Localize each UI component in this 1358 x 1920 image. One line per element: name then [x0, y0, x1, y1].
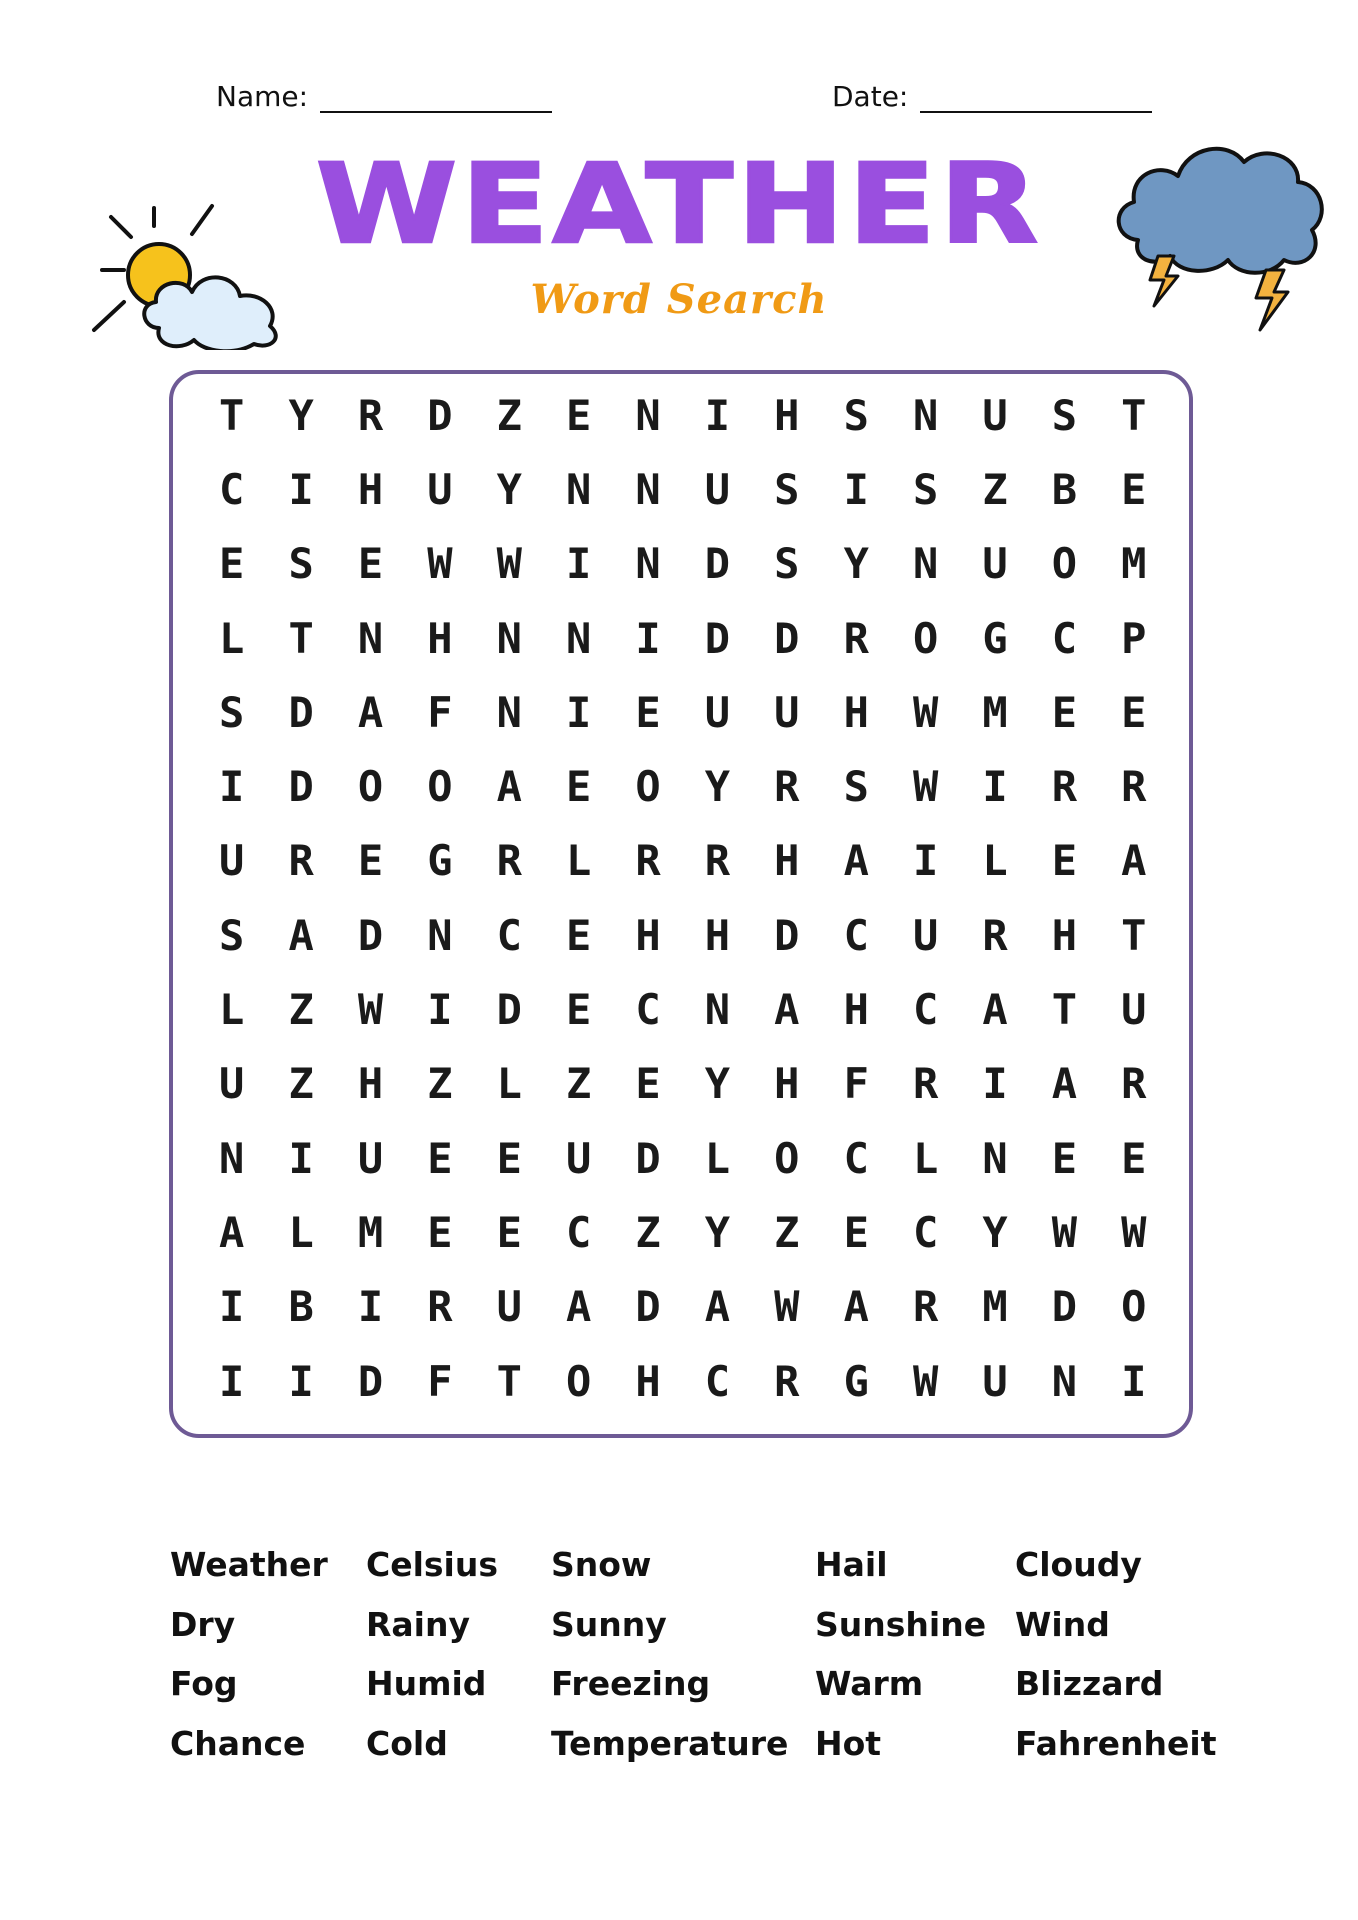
grid-letter[interactable]: N — [912, 539, 939, 589]
grid-letter[interactable]: R — [427, 1282, 453, 1332]
grid-letter[interactable]: I — [1121, 1356, 1147, 1406]
grid-letter[interactable]: T — [1121, 910, 1147, 960]
grid-letter[interactable]: H — [427, 613, 453, 663]
grid-letter[interactable]: U — [566, 1133, 592, 1183]
grid-letter[interactable]: E — [1121, 1133, 1147, 1183]
grid-letter[interactable]: L — [219, 613, 245, 663]
word-item: Freezing — [551, 1664, 711, 1703]
grid-letter[interactable]: R — [774, 1356, 800, 1406]
grid-letter[interactable]: Z — [635, 1207, 661, 1257]
grid-letter[interactable]: A — [843, 1282, 869, 1332]
grid-letter[interactable]: A — [288, 910, 314, 960]
grid-letter[interactable]: R — [635, 836, 661, 886]
grid-letter[interactable]: E — [635, 1059, 661, 1109]
grid-letter[interactable]: W — [912, 687, 939, 737]
grid-letter[interactable]: U — [912, 910, 939, 960]
grid-letter[interactable]: U — [357, 1133, 384, 1183]
grid-letter[interactable]: D — [704, 539, 731, 589]
word-item: Blizzard — [1015, 1664, 1164, 1703]
grid-letter[interactable]: U — [982, 390, 1008, 440]
grid-letter[interactable]: Z — [427, 1059, 453, 1109]
grid-letter[interactable]: B — [288, 1282, 314, 1332]
word-search-grid[interactable] — [197, 378, 1168, 1418]
grid-letter[interactable]: T — [496, 1356, 522, 1406]
grid-letter[interactable]: D — [774, 613, 800, 663]
grid-letter[interactable]: W — [1051, 1207, 1078, 1257]
grid-letter[interactable]: W — [357, 985, 384, 1035]
name-label: Name: — [216, 80, 309, 113]
grid-letter[interactable]: D — [496, 985, 522, 1035]
grid-letter[interactable]: Y — [288, 390, 314, 440]
word-item: Fahrenheit — [1015, 1723, 1217, 1763]
grid-letter[interactable]: H — [635, 910, 661, 960]
grid-letter[interactable]: D — [774, 910, 800, 960]
grid-letter[interactable]: C — [704, 1356, 731, 1406]
grid-letter[interactable]: N — [635, 390, 661, 440]
grid-letter[interactable]: P — [1121, 613, 1147, 663]
grid-letter[interactable]: N — [704, 985, 731, 1035]
grid-letter[interactable]: N — [357, 613, 384, 663]
grid-letter[interactable]: C — [912, 985, 939, 1035]
word-item: Weather — [170, 1545, 328, 1584]
grid-letter[interactable]: E — [843, 1207, 869, 1257]
grid-letter[interactable]: O — [774, 1133, 800, 1183]
grid-letter[interactable]: L — [912, 1133, 939, 1183]
grid-letter[interactable]: E — [1051, 836, 1078, 886]
grid-letter[interactable]: U — [219, 1059, 245, 1109]
grid-letter[interactable]: E — [566, 762, 592, 812]
grid-letter[interactable]: Y — [982, 1207, 1008, 1257]
grid-letter[interactable]: T — [219, 390, 245, 440]
grid-letter[interactable]: M — [357, 1207, 384, 1257]
grid-letter[interactable]: T — [1051, 985, 1078, 1035]
grid-letter[interactable]: D — [357, 910, 384, 960]
grid-letter[interactable]: I — [219, 1282, 245, 1332]
grid-letter[interactable]: O — [427, 762, 453, 812]
grid-letter[interactable]: I — [288, 1133, 314, 1183]
grid-letter[interactable]: C — [635, 985, 661, 1035]
grid-letter[interactable]: H — [774, 1059, 800, 1109]
word-item: Celsius — [366, 1545, 498, 1584]
grid-letter[interactable]: I — [357, 1282, 384, 1332]
grid-letter[interactable]: A — [1121, 836, 1147, 886]
grid-letter[interactable]: Y — [704, 1059, 731, 1109]
grid-letter[interactable]: E — [1121, 687, 1147, 737]
grid-letter[interactable]: W — [912, 1356, 939, 1406]
grid-letter[interactable]: U — [496, 1282, 522, 1332]
grid-letter[interactable]: E — [496, 1207, 522, 1257]
grid-letter[interactable]: O — [635, 762, 661, 812]
grid-letter[interactable]: L — [982, 836, 1008, 886]
word-item: Sunny — [551, 1604, 667, 1644]
grid-letter[interactable]: Z — [496, 390, 522, 440]
grid-letter[interactable]: E — [1121, 464, 1147, 514]
grid-letter[interactable]: H — [357, 464, 384, 514]
word-column — [366, 1535, 498, 1773]
grid-letter[interactable]: G — [843, 1356, 869, 1406]
grid-letter[interactable]: N — [912, 390, 939, 440]
grid-letter[interactable]: Z — [566, 1059, 592, 1109]
grid-letter[interactable]: O — [357, 762, 384, 812]
grid-letter[interactable]: L — [566, 836, 592, 886]
grid-letter[interactable]: G — [427, 836, 453, 886]
grid-letter[interactable]: N — [635, 539, 661, 589]
grid-letter[interactable]: S — [912, 464, 939, 514]
grid-letter[interactable]: U — [704, 687, 731, 737]
grid-letter[interactable]: L — [496, 1059, 522, 1109]
grid-letter[interactable]: U — [704, 464, 731, 514]
word-column — [551, 1535, 788, 1773]
grid-letter[interactable]: C — [912, 1207, 939, 1257]
name-field[interactable] — [216, 80, 552, 113]
grid-letter[interactable]: R — [704, 836, 731, 886]
grid-letter[interactable]: I — [912, 836, 939, 886]
grid-letter[interactable]: E — [1051, 687, 1078, 737]
grid-letter[interactable]: R — [288, 836, 314, 886]
grid-letter[interactable]: A — [566, 1282, 592, 1332]
grid-letter[interactable]: I — [704, 390, 731, 440]
grid-letter[interactable]: D — [427, 390, 453, 440]
grid-letter[interactable]: N — [982, 1133, 1008, 1183]
grid-letter[interactable]: I — [219, 762, 245, 812]
grid-letter[interactable]: A — [219, 1207, 245, 1257]
grid-letter[interactable]: D — [288, 687, 314, 737]
grid-letter[interactable]: M — [1121, 539, 1147, 589]
grid-letter[interactable]: N — [1051, 1356, 1078, 1406]
grid-letter[interactable]: I — [219, 1356, 245, 1406]
grid-letter[interactable]: Z — [982, 464, 1008, 514]
grid-letter[interactable]: T — [288, 613, 314, 663]
grid-letter[interactable]: O — [566, 1356, 592, 1406]
grid-letter[interactable]: G — [982, 613, 1008, 663]
grid-letter[interactable]: A — [1051, 1059, 1078, 1109]
word-item: Warm — [815, 1664, 924, 1703]
grid-letter[interactable]: D — [635, 1282, 661, 1332]
grid-letter[interactable]: C — [843, 1133, 869, 1183]
grid-letter[interactable]: I — [982, 1059, 1008, 1109]
grid-letter[interactable]: S — [219, 687, 245, 737]
grid-letter[interactable]: D — [357, 1356, 384, 1406]
grid-letter[interactable]: O — [1121, 1282, 1147, 1332]
grid-letter[interactable]: R — [982, 910, 1008, 960]
grid-letter[interactable]: S — [288, 539, 314, 589]
grid-letter[interactable]: N — [566, 613, 592, 663]
page-title — [0, 140, 1358, 269]
grid-letter[interactable]: O — [1051, 539, 1078, 589]
grid-letter[interactable]: R — [912, 1282, 939, 1332]
grid-letter[interactable]: Y — [496, 464, 522, 514]
grid-letter[interactable]: R — [357, 390, 384, 440]
grid-letter[interactable]: E — [635, 687, 661, 737]
word-item: Wind — [1015, 1604, 1110, 1644]
grid-letter[interactable]: I — [288, 1356, 314, 1406]
grid-letter[interactable]: C — [566, 1207, 592, 1257]
grid-letter[interactable]: N — [427, 910, 453, 960]
grid-letter[interactable]: E — [427, 1207, 453, 1257]
grid-letter[interactable]: D — [704, 613, 731, 663]
word-item: Chance — [170, 1723, 306, 1763]
page-subtitle: Word Search — [530, 276, 828, 323]
grid-letter[interactable]: W — [774, 1282, 800, 1332]
grid-letter[interactable]: I — [566, 539, 592, 589]
grid-letter[interactable]: R — [912, 1059, 939, 1109]
word-item: Temperature — [551, 1723, 789, 1763]
grid-letter[interactable]: N — [566, 464, 592, 514]
grid-letter[interactable]: H — [774, 836, 800, 886]
grid-letter[interactable]: M — [982, 687, 1008, 737]
grid-letter[interactable]: S — [219, 910, 245, 960]
grid-letter[interactable]: M — [982, 1282, 1008, 1332]
name-blank-line[interactable] — [320, 81, 552, 113]
grid-letter[interactable]: L — [704, 1133, 731, 1183]
word-list — [170, 1535, 1217, 1775]
grid-letter[interactable]: R — [496, 836, 522, 886]
grid-letter[interactable]: E — [427, 1133, 453, 1183]
grid-letter[interactable]: F — [427, 1356, 453, 1406]
grid-letter[interactable]: U — [982, 1356, 1008, 1406]
word-item: Snow — [551, 1545, 652, 1584]
word-item: Cold — [366, 1723, 448, 1763]
word-column — [1015, 1535, 1216, 1773]
grid-letter[interactable]: W — [912, 762, 939, 812]
grid-letter[interactable]: B — [1051, 464, 1078, 514]
word-item: Hail — [815, 1545, 888, 1584]
grid-letter[interactable]: O — [912, 613, 939, 663]
grid-letter[interactable]: A — [774, 985, 800, 1035]
grid-letter[interactable]: A — [357, 687, 384, 737]
grid-letter[interactable]: E — [357, 539, 384, 589]
grid-letter[interactable]: S — [774, 464, 800, 514]
grid-letter[interactable]: D — [635, 1133, 661, 1183]
word-item: Cloudy — [1015, 1545, 1142, 1584]
grid-letter[interactable]: Z — [288, 985, 314, 1035]
grid-letter[interactable]: C — [496, 910, 522, 960]
grid-letter[interactable]: E — [566, 985, 592, 1035]
grid-letter[interactable]: L — [219, 985, 245, 1035]
grid-letter[interactable]: I — [843, 464, 869, 514]
grid-letter[interactable]: E — [1051, 1133, 1078, 1183]
grid-letter[interactable]: Y — [843, 539, 869, 589]
grid-letter[interactable]: F — [843, 1059, 869, 1109]
grid-letter[interactable]: W — [427, 539, 453, 589]
grid-letter[interactable]: W — [1121, 1207, 1147, 1257]
grid-letter[interactable]: H — [357, 1059, 384, 1109]
grid-letter[interactable]: E — [566, 390, 592, 440]
grid-letter[interactable]: R — [1121, 1059, 1147, 1109]
grid-letter[interactable]: R — [774, 762, 800, 812]
grid-letter[interactable]: S — [774, 539, 800, 589]
grid-letter[interactable]: I — [288, 464, 314, 514]
grid-letter[interactable]: U — [982, 539, 1008, 589]
grid-letter[interactable]: R — [1121, 762, 1147, 812]
grid-letter[interactable]: H — [704, 910, 731, 960]
grid-letter[interactable]: E — [496, 1133, 522, 1183]
grid-letter[interactable]: N — [219, 1133, 245, 1183]
grid-letter[interactable]: N — [635, 464, 661, 514]
grid-letter[interactable]: T — [1121, 390, 1147, 440]
grid-letter[interactable]: L — [288, 1207, 314, 1257]
date-label: Date: — [832, 80, 909, 113]
grid-letter[interactable]: F — [427, 687, 453, 737]
title-text: WEATHER — [315, 140, 1043, 269]
grid-letter[interactable]: H — [843, 687, 869, 737]
word-item: Humid — [366, 1664, 487, 1703]
grid-letter[interactable]: U — [219, 836, 245, 886]
grid-letter[interactable]: E — [219, 539, 245, 589]
grid-letter[interactable]: Y — [704, 1207, 731, 1257]
word-column — [170, 1535, 328, 1773]
grid-letter[interactable]: I — [566, 687, 592, 737]
grid-letter[interactable]: H — [774, 390, 800, 440]
grid-letter[interactable]: Z — [774, 1207, 800, 1257]
grid-letter[interactable]: U — [774, 687, 800, 737]
grid-letter[interactable]: S — [843, 762, 869, 812]
grid-letter[interactable]: N — [496, 687, 522, 737]
grid-letter[interactable]: Y — [704, 762, 731, 812]
grid-letter[interactable]: N — [496, 613, 522, 663]
grid-letter[interactable]: C — [1051, 613, 1078, 663]
date-field[interactable] — [832, 80, 1152, 113]
grid-letter[interactable]: H — [635, 1356, 661, 1406]
grid-letter[interactable]: R — [1051, 762, 1078, 812]
grid-letter[interactable]: S — [843, 390, 869, 440]
grid-letter[interactable]: D — [1051, 1282, 1078, 1332]
word-item: Sunshine — [815, 1604, 987, 1644]
grid-letter[interactable]: H — [1051, 910, 1078, 960]
grid-letter[interactable]: I — [635, 613, 661, 663]
date-blank-line[interactable] — [920, 81, 1152, 113]
word-item: Fog — [170, 1664, 238, 1703]
word-item: Dry — [170, 1604, 236, 1644]
grid-letter[interactable]: I — [427, 985, 453, 1035]
grid-letter[interactable]: A — [496, 762, 522, 812]
grid-letter[interactable]: Z — [288, 1059, 314, 1109]
grid-letter[interactable]: W — [496, 539, 522, 589]
grid-letter[interactable]: U — [427, 464, 453, 514]
grid-letter[interactable]: S — [1051, 390, 1078, 440]
grid-letter[interactable]: A — [704, 1282, 731, 1332]
grid-letter[interactable]: E — [566, 910, 592, 960]
grid-letter[interactable]: C — [843, 910, 869, 960]
grid-letter[interactable]: C — [219, 464, 245, 514]
grid-letter[interactable]: D — [288, 762, 314, 812]
grid-letter[interactable]: E — [357, 836, 384, 886]
word-column — [815, 1535, 986, 1773]
grid-letter[interactable]: I — [982, 762, 1008, 812]
grid-letter[interactable]: U — [1121, 985, 1147, 1035]
grid-letter[interactable]: R — [843, 613, 869, 663]
grid-letter[interactable]: H — [843, 985, 869, 1035]
grid-letter[interactable]: A — [843, 836, 869, 886]
grid-letter[interactable]: A — [982, 985, 1008, 1035]
word-item: Hot — [815, 1723, 882, 1763]
word-item: Rainy — [366, 1604, 470, 1644]
